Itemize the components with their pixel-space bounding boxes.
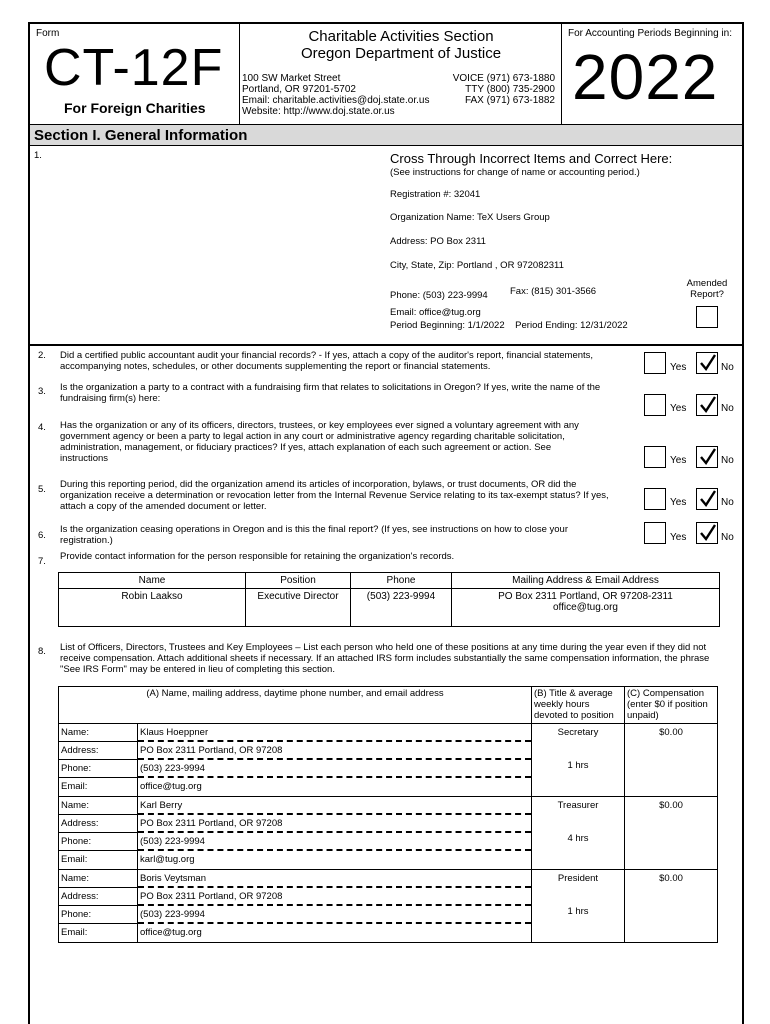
officer-values xyxy=(138,724,532,797)
agency-email: Email: charitable.activities@doj.state.or.us xyxy=(242,95,430,106)
officer-title: Secretary xyxy=(557,727,599,738)
q1-number: 1. xyxy=(34,150,42,161)
officer-hours: 1 hrs xyxy=(567,760,589,771)
officer-title-cell xyxy=(532,724,625,797)
organization-phone: Phone: (503) 223-9994 xyxy=(390,290,488,301)
organization-email: Email: office@tug.org xyxy=(390,307,481,318)
q6-yes-checkbox[interactable] xyxy=(644,522,666,544)
officer-address: PO Box 2311 Portland, OR 97208 xyxy=(138,742,531,760)
q4-number: 4. xyxy=(38,422,46,433)
q5-no-label: No xyxy=(721,497,734,508)
q5-number: 5. xyxy=(38,484,46,495)
q2-no-label: No xyxy=(721,362,734,373)
officer-compensation: $0.00 xyxy=(659,800,683,811)
q4-text: Has the organization or any of its officers, directors, trustees, or key employees ever signed a voluntary agreement with any government agency or been a party to legal action in any court or administrative agency regarding charitable solicitation, administration, management, or fiduciary practices? If yes, attach explanation of each such agreement or action. See instructions xyxy=(60,420,579,464)
q5-yes-checkbox[interactable] xyxy=(644,488,666,510)
table-row xyxy=(59,589,720,627)
q4-no-checkbox[interactable] xyxy=(696,446,718,468)
form-word: Form xyxy=(36,28,60,39)
q4-yes-checkbox[interactable] xyxy=(644,446,666,468)
agency-address xyxy=(242,73,429,117)
officer-labels xyxy=(59,797,138,870)
phone-label: Phone: xyxy=(59,833,137,851)
officer-title: President xyxy=(557,873,599,884)
officer-row xyxy=(59,870,718,943)
agency-phones xyxy=(453,73,555,106)
q2-yes-checkbox[interactable] xyxy=(644,352,666,374)
amended-report-label: Amended Report? xyxy=(686,278,728,300)
q8-text: List of Officers, Directors, Trustees and Key Employees – List each person who held one of these positions at any time during the year even if they did not receive compensation. Attach additional sheets if necessary. If an attached IRS form includes substantially the same compensation information, the phrase "See IRS Form" may be entered in lieu of completing this section. xyxy=(60,642,710,675)
phone-label: Phone: xyxy=(59,906,137,924)
officer-hours: 4 hrs xyxy=(567,833,589,844)
q2-yes-label: Yes xyxy=(670,362,687,373)
q6-yes-label: Yes xyxy=(670,532,687,543)
col-header-phone: Phone xyxy=(351,573,452,589)
officer-address: PO Box 2311 Portland, OR 97208 xyxy=(138,815,531,833)
year-block xyxy=(562,24,744,124)
officer-title-cell xyxy=(532,797,625,870)
officer-compensation: $0.00 xyxy=(659,873,683,884)
table-header-row xyxy=(59,573,720,589)
organization-fax: Fax: (815) 301-3566 xyxy=(510,286,597,297)
form-subtitle: For Foreign Charities xyxy=(64,100,206,116)
q7-number: 7. xyxy=(38,556,46,567)
q3-no-label: No xyxy=(721,403,734,414)
checkmark-icon xyxy=(698,489,718,509)
q3-number: 3. xyxy=(38,386,46,397)
q6-no-checkbox[interactable] xyxy=(696,522,718,544)
address-label: Address: xyxy=(59,742,137,760)
organization-city: City, State, Zip: Portland , OR 972082311 xyxy=(390,260,564,271)
officer-phone: (503) 223-9994 xyxy=(138,906,531,924)
q2-text: Did a certified public accountant audit your financial records? - If yes, attach a copy of the auditor's report, financial statements, accompanying notes, schedules, or other documents supplementing the report or financial statements. xyxy=(60,350,594,372)
accounting-period-label: For Accounting Periods Beginning in: xyxy=(568,28,732,39)
amended-report-checkbox[interactable] xyxy=(696,306,718,328)
q3-yes-label: Yes xyxy=(670,403,687,414)
officer-row xyxy=(59,797,718,870)
organization-address: Address: PO Box 2311 xyxy=(390,236,486,247)
address-label: Address: xyxy=(59,815,137,833)
table-header-row xyxy=(59,687,718,724)
section-divider xyxy=(30,344,742,346)
q2-number: 2. xyxy=(38,350,46,361)
q5-no-checkbox[interactable] xyxy=(696,488,718,510)
contact-phone: (503) 223-9994 xyxy=(351,589,452,627)
q6-text: Is the organization ceasing operations in Oregon and is this the final report? (If yes, see instructions on how to close your registration.) xyxy=(60,524,569,546)
q6-no-label: No xyxy=(721,532,734,543)
col-header-a: (A) Name, mailing address, daytime phone number, and email address xyxy=(59,687,532,724)
agency-voice: VOICE (971) 673-1880 xyxy=(452,73,555,84)
officer-phone: (503) 223-9994 xyxy=(138,833,531,851)
officer-address: PO Box 2311 Portland, OR 97208 xyxy=(138,888,531,906)
phone-label: Phone: xyxy=(59,760,137,778)
records-contact-table xyxy=(58,572,720,627)
officer-compensation: $0.00 xyxy=(659,727,683,738)
checkmark-icon xyxy=(698,395,718,415)
officer-comp-cell xyxy=(625,870,718,943)
name-label: Name: xyxy=(59,870,137,888)
registration-number: Registration #: 32041 xyxy=(390,189,481,200)
section-header xyxy=(30,124,742,146)
agency-block xyxy=(240,24,562,124)
name-label: Name: xyxy=(59,724,137,742)
organization-name: Organization Name: TeX Users Group xyxy=(390,212,550,223)
q5-text: During this reporting period, did the organization amend its articles of incorporation, bylaws, or trust documents, OR did the organization receive a determination or revocation letter from the Internal Revenue Service relating to its tax-exempt status? If yes, attach a copy of the amended document or letter. xyxy=(60,479,609,512)
officer-name: Boris Veytsman xyxy=(138,870,531,888)
officer-values xyxy=(138,870,532,943)
cross-through-note: (See instructions for change of name or accounting period.) xyxy=(390,167,640,178)
q4-no-label: No xyxy=(721,455,734,466)
form-number: CT-12F xyxy=(44,39,224,97)
officers-table xyxy=(58,686,718,943)
contact-email: office@tug.org xyxy=(552,602,618,613)
agency-website: Website: http://www.doj.state.or.us xyxy=(242,106,395,117)
agency-department: Oregon Department of Justice xyxy=(300,45,502,62)
officer-title-cell xyxy=(532,870,625,943)
q8-number: 8. xyxy=(38,646,46,657)
contact-name: Robin Laakso xyxy=(59,589,246,627)
email-label: Email: xyxy=(61,781,88,792)
contact-address-cell xyxy=(452,589,720,627)
agency-section-name: Charitable Activities Section xyxy=(308,28,494,45)
agency-tty: TTY (800) 735-2900 xyxy=(465,84,555,95)
col-header-c: (C) Compensation (enter $0 if position unpaid) xyxy=(625,687,718,724)
checkmark-icon xyxy=(698,447,718,467)
q3-no-checkbox[interactable] xyxy=(696,394,718,416)
contact-address: PO Box 2311 Portland, OR 97208-2311 xyxy=(498,591,673,602)
q3-text: Is the organization a party to a contract with a fundraising firm that relates to solicitations in Oregon? If yes, write the name of the fundraising firm(s) here: xyxy=(60,382,601,404)
col-header-position: Position xyxy=(246,573,351,589)
agency-fax: FAX (971) 673-1882 xyxy=(464,95,555,106)
col-header-name: Name xyxy=(59,573,246,589)
q7-text: Provide contact information for the person responsible for retaining the organization's records. xyxy=(60,551,455,562)
checkmark-icon xyxy=(698,523,718,543)
email-label: Email: xyxy=(61,854,88,865)
q4-yes-label: Yes xyxy=(670,455,687,466)
officer-email: office@tug.org xyxy=(140,781,202,792)
agency-street: 100 SW Market Street xyxy=(242,73,341,84)
q2-no-checkbox[interactable] xyxy=(696,352,718,374)
agency-city: Portland, OR 97201-5702 xyxy=(242,84,356,95)
checkmark-icon xyxy=(698,353,718,373)
form-frame xyxy=(28,22,744,1024)
q5-yes-label: Yes xyxy=(670,497,687,508)
officer-labels xyxy=(59,724,138,797)
officer-hours: 1 hrs xyxy=(567,906,589,917)
officer-name: Karl Berry xyxy=(138,797,531,815)
col-header-b: (B) Title & average weekly hours devoted to position xyxy=(532,687,625,724)
officer-email: office@tug.org xyxy=(140,927,202,938)
officer-name: Klaus Hoeppner xyxy=(138,724,531,742)
q6-number: 6. xyxy=(38,530,46,541)
section-title: Section I. General Information xyxy=(34,127,248,144)
officer-values xyxy=(138,797,532,870)
form-id-block xyxy=(30,24,240,124)
officer-labels xyxy=(59,870,138,943)
q3-yes-checkbox[interactable] xyxy=(644,394,666,416)
officer-comp-cell xyxy=(625,797,718,870)
reporting-period: Period Beginning: 1/1/2022 Period Ending: 12/31/2022 xyxy=(390,320,628,331)
email-label: Email: xyxy=(61,927,88,938)
form-year: 2022 xyxy=(572,41,719,113)
officer-title: Treasurer xyxy=(557,800,599,811)
cross-through-title: Cross Through Incorrect Items and Correct Here: xyxy=(390,151,673,166)
address-label: Address: xyxy=(59,888,137,906)
officer-phone: (503) 223-9994 xyxy=(138,760,531,778)
officer-email: karl@tug.org xyxy=(140,854,195,865)
name-label: Name: xyxy=(59,797,137,815)
col-header-address: Mailing Address & Email Address xyxy=(452,573,720,589)
officer-row xyxy=(59,724,718,797)
officer-comp-cell xyxy=(625,724,718,797)
contact-position: Executive Director xyxy=(246,589,351,627)
